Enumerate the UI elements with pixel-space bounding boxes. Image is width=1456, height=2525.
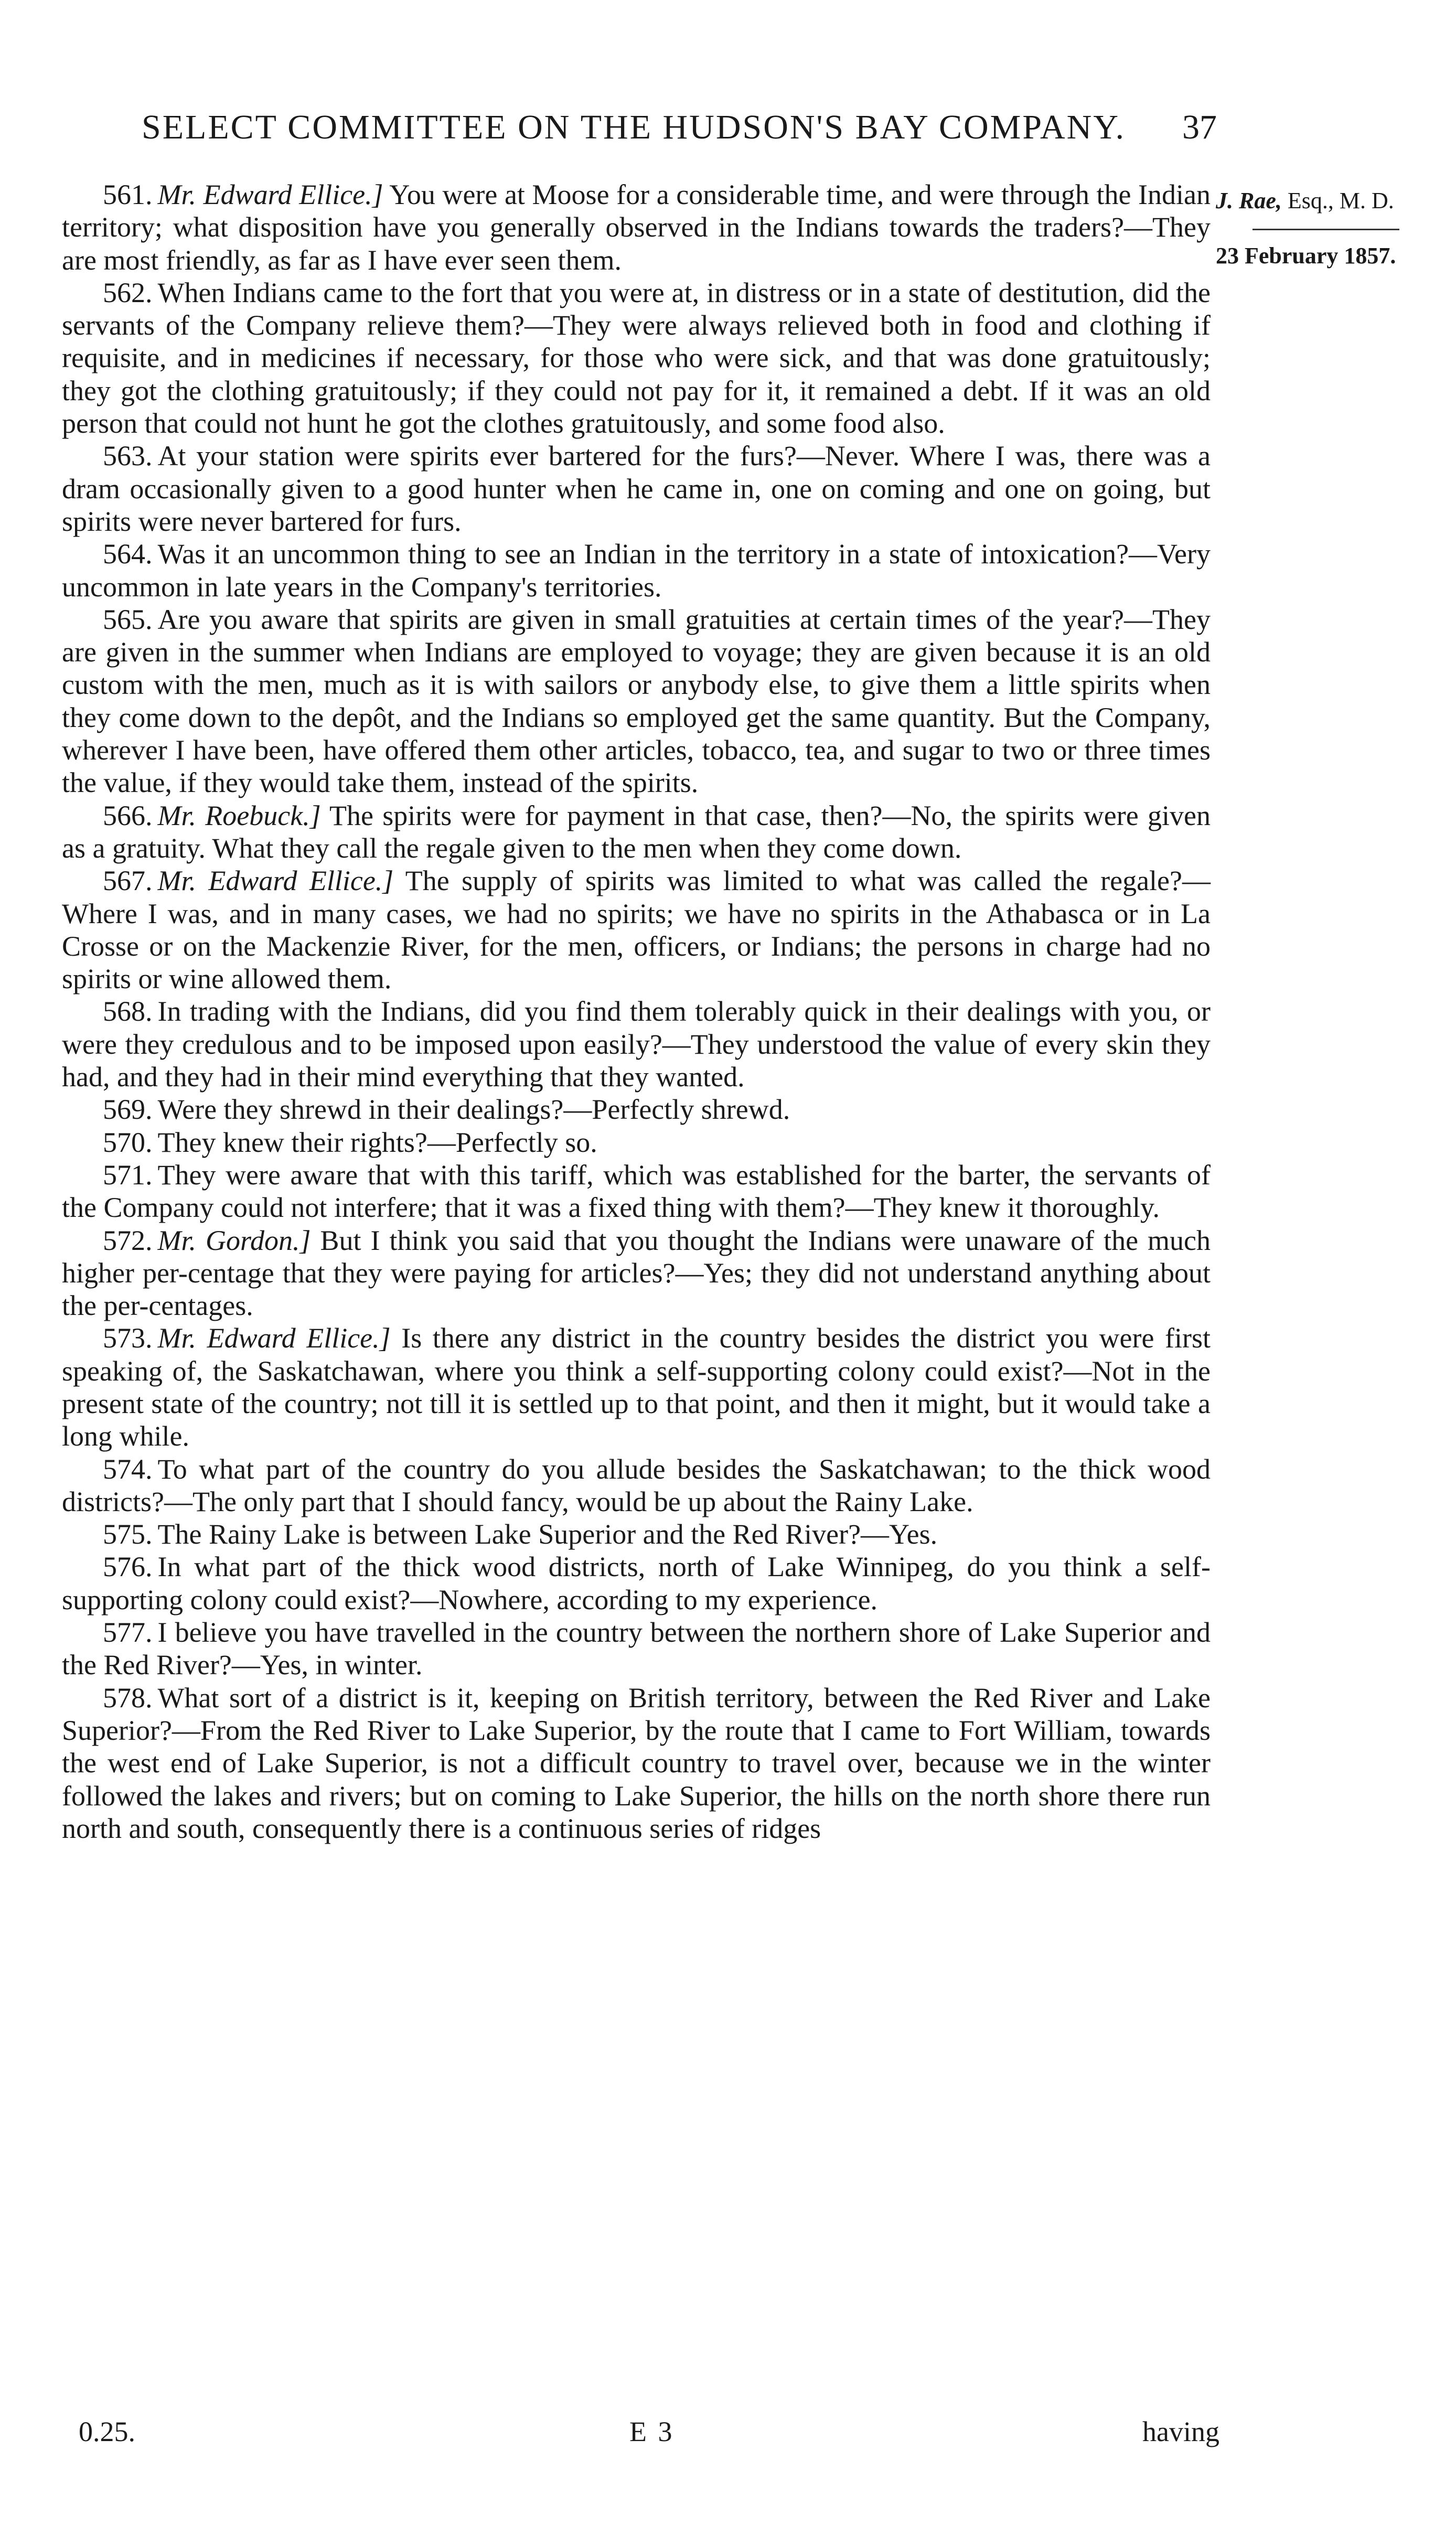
footer-report-number: 0.25.: [79, 2416, 135, 2447]
question-paragraph: [62, 440, 1211, 538]
question-number: 569.: [103, 1094, 153, 1126]
question-paragraph: [62, 178, 1211, 276]
question-text: What sort of a district is it, keeping on British territory, between the Red River and Lake Superior?—From the Red River to Lake Superior, by the route that I came to Fort William, towards the west end of Lake Superior, is not a difficult country to travel over, because we in the winter followed the lakes and rivers; but on coming to Lake Superior, the hills on the north shore there run north and south, consequently there is a continuous series of ridges: [62, 1682, 1211, 1844]
margin-note: [1216, 185, 1441, 272]
question-number: 571.: [103, 1159, 153, 1191]
question-text: I believe you have travelled in the country between the northern shore of Lake Superior and the Red River?—Yes, in winter.: [62, 1617, 1211, 1681]
question-number: 573.: [103, 1322, 153, 1354]
question-paragraph: [62, 1224, 1211, 1322]
footer-signature-mark: E 3: [629, 2416, 675, 2447]
footer-catchword: having: [1142, 2416, 1219, 2447]
question-text: You were at Moose for a considerable time, and were through the Indian territory; what disposition have you generally observed in the Indians towards the traders?—They are most friendly, as far as I have ever seen them.: [62, 179, 1211, 276]
speaker-name: Mr. Gordon.]: [157, 1224, 311, 1256]
question-text: To what part of the country do you allude besides the Saskatchawan; to the thick wood districts?—The only part that I should fancy, would be up about the Rainy Lake.: [62, 1453, 1211, 1517]
question-text: The supply of spirits was limited to what was called the regale?—Where I was, and in many cases, we had no spirits; we have no spirits in the Athabasca or in La Crosse or on the Mackenzie River, for the men, officers, or Indians; the persons in charge had no spirits or wine allowed them.: [62, 865, 1211, 995]
question-text: In trading with the Indians, did you find them tolerably quick in their dealings with you, or were they credulous and to be imposed upon easily?—They understood the value of every skin they had, and they had in their mind everything that they wanted.: [62, 996, 1211, 1093]
question-number: 572.: [103, 1224, 153, 1256]
question-number: 562.: [103, 276, 153, 308]
question-text: Are you aware that spirits are given in small gratuities at certain times of the year?—They are given in the summer when Indians are employed to voyage; they are given because it is an old custom with the men, much as it is with sailors or anybody else, to give them a little spirits when they come down to the depôt, and the Indians so employed get the same quantity. But the Company, wherever I have been, have offered them other articles, tobacco, tea, and sugar to two or three times the value, if they would take them, instead of the spirits.: [62, 603, 1211, 799]
question-number: 567.: [103, 865, 153, 897]
question-number: 561.: [103, 179, 153, 210]
question-text: They knew their rights?—Perfectly so.: [157, 1126, 597, 1158]
question-text: In what part of the thick wood districts, north of Lake Winnipeg, do you think a self-supporting colony could exist?—Nowhere, according to my experience.: [62, 1551, 1211, 1615]
speaker-name: Mr. Edward Ellice.]: [157, 865, 394, 897]
question-paragraph: [62, 1682, 1211, 1845]
question-number: 566.: [103, 799, 153, 831]
question-paragraph: [62, 538, 1211, 603]
question-number: 568.: [103, 996, 153, 1028]
witness-name: J. Rae,: [1216, 188, 1282, 213]
page-footer: [79, 2415, 1219, 2452]
question-paragraph: [62, 1322, 1211, 1452]
question-number: 578.: [103, 1682, 153, 1714]
question-number: 576.: [103, 1551, 153, 1583]
speaker-name: Mr. Edward Ellice.]: [157, 1322, 391, 1354]
question-paragraph: [62, 1126, 1211, 1159]
witness-label: [1216, 185, 1441, 217]
question-paragraph: [62, 603, 1211, 799]
question-text: The Rainy Lake is between Lake Superior and the Red River?—Yes.: [157, 1518, 938, 1550]
question-number: 575.: [103, 1518, 153, 1550]
question-text: Is there any district in the country besides the district you were first speaking of, the Saskatchawan, where you think a self-supporting colony could exist?—Not in the present state of the country; not till it is settled up to that point, and then it might, but it would take a long while.: [62, 1322, 1211, 1452]
question-number: 565.: [103, 603, 153, 635]
question-paragraph: [62, 1616, 1211, 1682]
question-paragraph: [62, 1159, 1211, 1224]
question-number: 574.: [103, 1453, 153, 1485]
question-paragraph: [62, 1453, 1211, 1518]
question-text: At your station were spirits ever bartered for the furs?—Never. Where I was, there was a dram occasionally given to a good hunter when he came in, one on coming and one on going, but spirits were never bartered for furs.: [62, 440, 1211, 537]
margin-rule: [1252, 229, 1399, 230]
question-number: 570.: [103, 1126, 153, 1158]
testimony-text: [62, 178, 1211, 1845]
question-paragraph: [62, 276, 1211, 440]
question-text: But I think you said that you thought the Indians were unaware of the much higher per-centage that they were paying for articles?—Yes; they did not understand anything about the per-centages.: [62, 1224, 1211, 1322]
speaker-name: Mr. Edward Ellice.]: [157, 179, 383, 210]
question-paragraph: [62, 1093, 1211, 1126]
question-paragraph: [62, 864, 1211, 995]
question-text: The spirits were for payment in that case, then?—No, the spirits were given as a gratuity. What they call the regale given to the men when they come down.: [62, 799, 1211, 864]
speaker-name: Mr. Roebuck.]: [157, 799, 321, 831]
running-title: SELECT COMMITTEE ON THE HUDSON'S BAY COMPANY.: [142, 108, 1126, 146]
question-number: 563.: [103, 440, 153, 472]
question-number: 577.: [103, 1617, 153, 1649]
question-paragraph: [62, 1518, 1211, 1550]
question-text: Was it an uncommon thing to see an Indian in the territory in a state of intoxication?—Very uncommon in late years in the Company's territories.: [62, 538, 1211, 603]
question-paragraph: [62, 995, 1211, 1093]
question-text: Were they shrewd in their dealings?—Perfectly shrewd.: [157, 1094, 790, 1126]
question-text: They were aware that with this tariff, which was established for the barter, the servants of the Company could not interfere; that it was a fixed thing with them?—They knew it thoroughly.: [62, 1159, 1211, 1224]
question-number: 564.: [103, 538, 153, 570]
witness-suffix: Esq., M. D.: [1281, 188, 1394, 213]
testimony-date: 23 February 1857.: [1216, 243, 1396, 269]
page-header: [142, 108, 1217, 155]
question-paragraph: [62, 1550, 1211, 1616]
page-number: 37: [1182, 108, 1217, 146]
question-paragraph: [62, 799, 1211, 865]
question-text: When Indians came to the fort that you were at, in distress or in a state of destitution, did the servants of the Company relieve them?—They were always relieved both in food and clothing if requisite, and in medicines if necessary, for those who were sick, and that was done gratuitously; they got the clothing gratuitously; if they could not pay for it, it remained a debt. If it was an old person that could not hunt he got the clothes gratuitously, and some food also.: [62, 276, 1211, 440]
